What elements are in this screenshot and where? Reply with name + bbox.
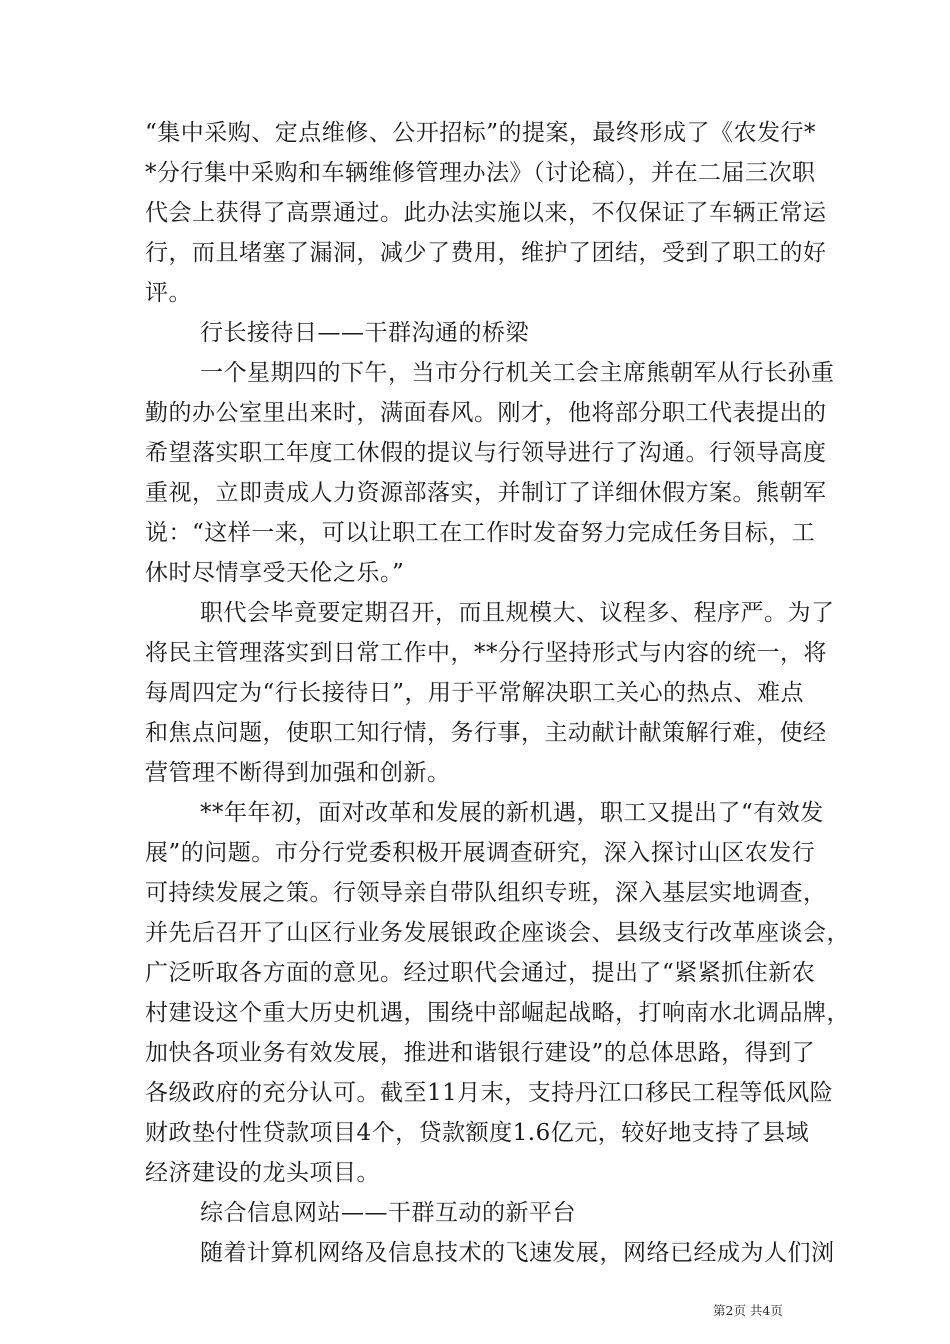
body-line: 将民主管理落实到日常工作中，**分行坚持形式与内容的统一，将	[145, 640, 827, 666]
body-line: 评。	[145, 280, 192, 306]
body-line: 希望落实职工年度工休假的提议与行领导进行了沟通。行领导高度	[145, 440, 827, 466]
body-line: 和焦点问题，使职工知行情，务行事，主动献计献策解行难，使经	[145, 720, 827, 746]
body-line: 行，而且堵塞了漏洞，减少了费用，维护了团结，受到了职工的好	[145, 240, 827, 266]
body-line: 加快各项业务有效发展，推进和谐银行建设”的总体思路，得到了	[145, 1040, 816, 1066]
body-line: 可持续发展之策。行领导亲自带队组织专班，深入基层实地调查，	[145, 880, 827, 906]
body-line: 营管理不断得到加强和创新。	[145, 760, 451, 786]
section-heading: 综合信息网站——干群互动的新平台	[200, 1200, 576, 1226]
page-number: 第2页 共4页	[713, 1303, 783, 1318]
body-line: 每周四定为“行长接待日”，用于平常解决职工关心的热点、难点	[145, 680, 805, 706]
body-line: 财政垫付性贷款项目4个，贷款额度1.6亿元，较好地支持了县域	[145, 1120, 810, 1146]
section-heading: 行长接待日——干群沟通的桥梁	[200, 320, 529, 346]
body-line: 并先后召开了山区行业务发展银政企座谈会、县级支行改革座谈会，	[145, 920, 850, 946]
body-line: 展”的问题。市分行党委积极开展调查研究，深入探讨山区农发行	[145, 840, 816, 866]
body-line: 休时尽情享受天伦之乐。”	[145, 560, 405, 586]
body-line: 广泛听取各方面的意见。经过职代会通过，提出了“紧紧抓住新农	[145, 960, 816, 986]
body-line: 勤的办公室里出来时，满面春风。刚才，他将部分职工代表提出的	[145, 400, 827, 426]
body-line: *分行集中采购和车辆维修管理办法》（讨论稿），并在二届三次职	[145, 160, 816, 186]
body-line: 说：“这样一来，可以让职工在工作时发奋努力完成任务目标，工	[145, 520, 816, 546]
body-line: 重视，立即责成人力资源部落实，并制订了详细休假方案。熊朝军	[145, 480, 827, 506]
body-line: 随着计算机网络及信息技术的飞速发展，网络已经成为人们浏	[200, 1240, 835, 1266]
body-line: **年年初，面对改革和发展的新机遇，职工又提出了“有效发	[200, 800, 824, 826]
body-line: “集中采购、定点维修、公开招标”的提案，最终形成了《农发行*	[145, 120, 817, 146]
body-line: 职代会毕竟要定期召开，而且规模大、议程多、程序严。为了	[200, 600, 835, 626]
body-line: 各级政府的充分认可。截至11月末，支持丹江口移民工程等低风险	[145, 1080, 834, 1106]
body-line: 经济建设的龙头项目。	[145, 1160, 380, 1186]
body-line: 村建设这个重大历史机遇，围绕中部崛起战略，打响南水北调品牌，	[145, 1000, 850, 1026]
body-line: 代会上获得了高票通过。此办法实施以来，不仅保证了车辆正常运	[145, 200, 827, 226]
body-line: 一个星期四的下午，当市分行机关工会主席熊朝军从行长孙重	[200, 360, 835, 386]
